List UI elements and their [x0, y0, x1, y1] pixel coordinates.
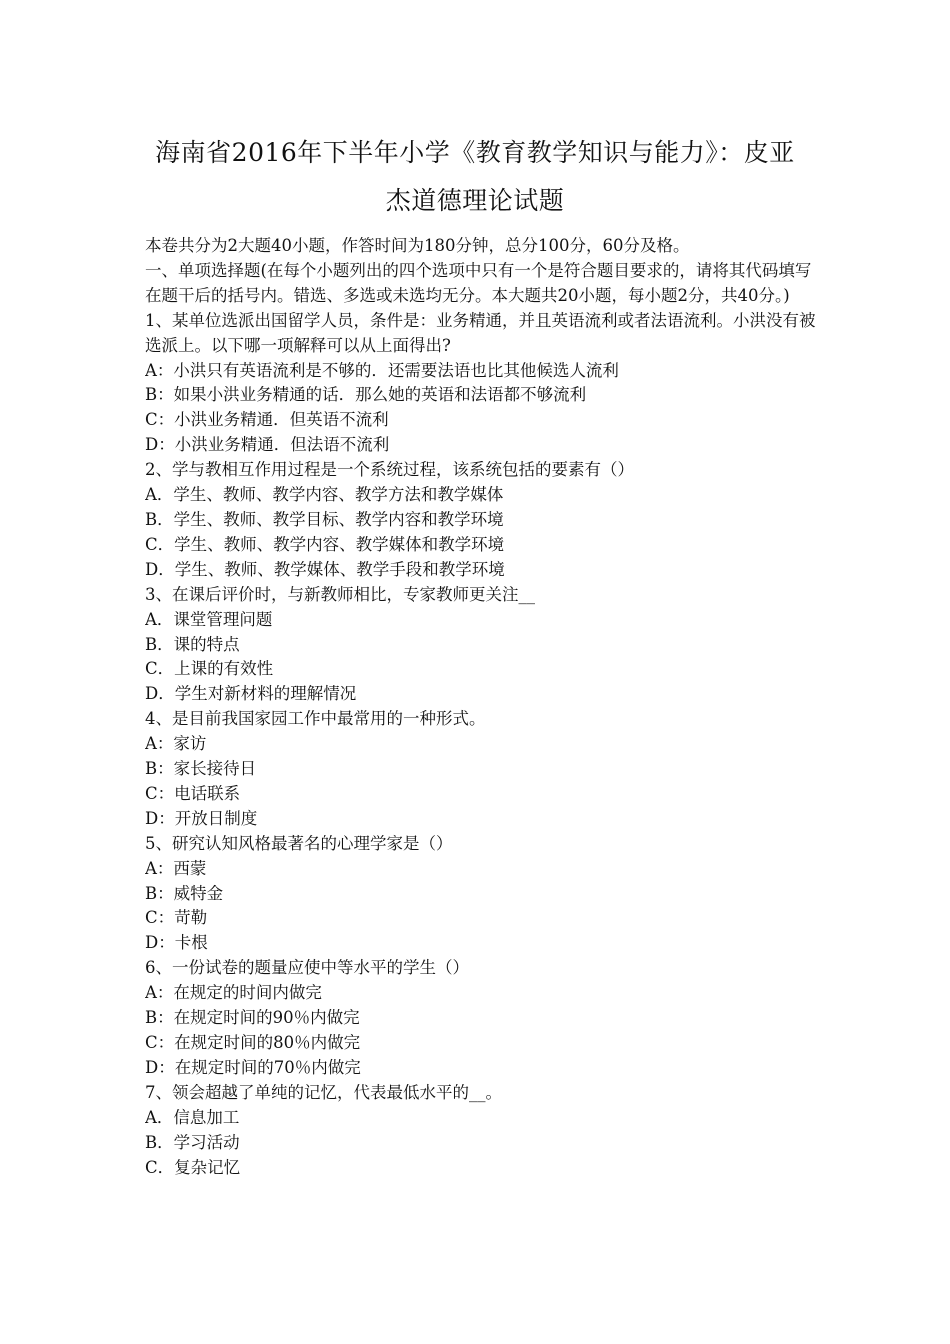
question-option: B：如果小洪业务精通的话．那么她的英语和法语都不够流利 — [145, 385, 587, 405]
question-option: C：苛勒 — [145, 908, 208, 928]
document-body — [145, 234, 820, 1180]
question-option: A．课堂管理问题 — [145, 609, 273, 629]
question-option: D：开放日制度 — [145, 808, 258, 828]
question-option: C．上课的有效性 — [145, 659, 274, 679]
document-title-line-1: 海南省2016年下半年小学《教育教学知识与能力》：皮亚 — [155, 138, 795, 167]
question-option: A：西蒙 — [145, 858, 207, 878]
question-stem: 5、研究认知风格最著名的心理学家是（） — [145, 833, 453, 853]
question-option: B．学习活动 — [145, 1132, 240, 1152]
question-stem: 7、领会超越了单纯的记忆，代表最低水平的__。 — [145, 1082, 502, 1102]
question-stem: 4、是目前我国家园工作中最常用的一种形式。 — [145, 709, 486, 729]
question-stem: 3、在课后评价时，与新教师相比，专家教师更关注__ — [145, 584, 535, 604]
question-option: D．学生对新材料的理解情况 — [145, 684, 357, 704]
section-header: 一、单项选择题(在每个小题列出的四个选项中只有一个是符合题目要求的，请将其代码填写在题干后的括号内。错选、多选或未选均无分。本大题共20小题，每小题2分，共40分。) — [145, 260, 812, 305]
question-option: C．学生、教师、教学内容、教学媒体和教学环境 — [145, 534, 505, 554]
document-title-line-2: 杰道德理论试题 — [385, 186, 565, 215]
question-option: A．学生、教师、教学内容、教学方法和教学媒体 — [145, 485, 504, 505]
question-option: A：在规定的时间内做完 — [145, 983, 322, 1003]
question-stem: 1、某单位选派出国留学人员，条件是：业务精通，并且英语流利或者法语流利。小洪没有被选派上。以下哪一项解释可以从上面得出? — [145, 310, 816, 355]
question-option: B．学生、教师、教学目标、教学内容和教学环境 — [145, 509, 504, 529]
question-option: B：家长接待日 — [145, 759, 257, 779]
question-option: C：小洪业务精通．但英语不流利 — [145, 410, 389, 430]
question-option: C：在规定时间的80％内做完 — [145, 1033, 361, 1052]
question-option: B：威特金 — [145, 883, 224, 903]
question-option: C：电话联系 — [145, 783, 241, 803]
question-stem: 6、一份试卷的题量应使中等水平的学生（） — [145, 958, 469, 978]
exam-intro: 本卷共分为2大题40小题，作答时间为180分钟，总分100分，60分及格。 — [145, 236, 690, 255]
question-option: D：小洪业务精通．但法语不流利 — [145, 435, 390, 455]
question-option: A：小洪只有英语流利是不够的．还需要法语也比其他候选人流利 — [145, 360, 619, 380]
question-option: D：在规定时间的70％内做完 — [145, 1057, 361, 1077]
question-option: B：在规定时间的90％内做完 — [145, 1008, 360, 1028]
question-option: D：卡根 — [145, 933, 208, 953]
question-option: B．课的特点 — [145, 634, 240, 654]
question-option: A：家访 — [145, 734, 207, 754]
question-option: A．信息加工 — [145, 1107, 240, 1127]
question-option: C．复杂记忆 — [145, 1157, 241, 1177]
question-option: D．学生、教师、教学媒体、教学手段和教学环境 — [145, 559, 505, 579]
question-stem: 2、学与教相互作用过程是一个系统过程，该系统包括的要素有（） — [145, 460, 634, 480]
